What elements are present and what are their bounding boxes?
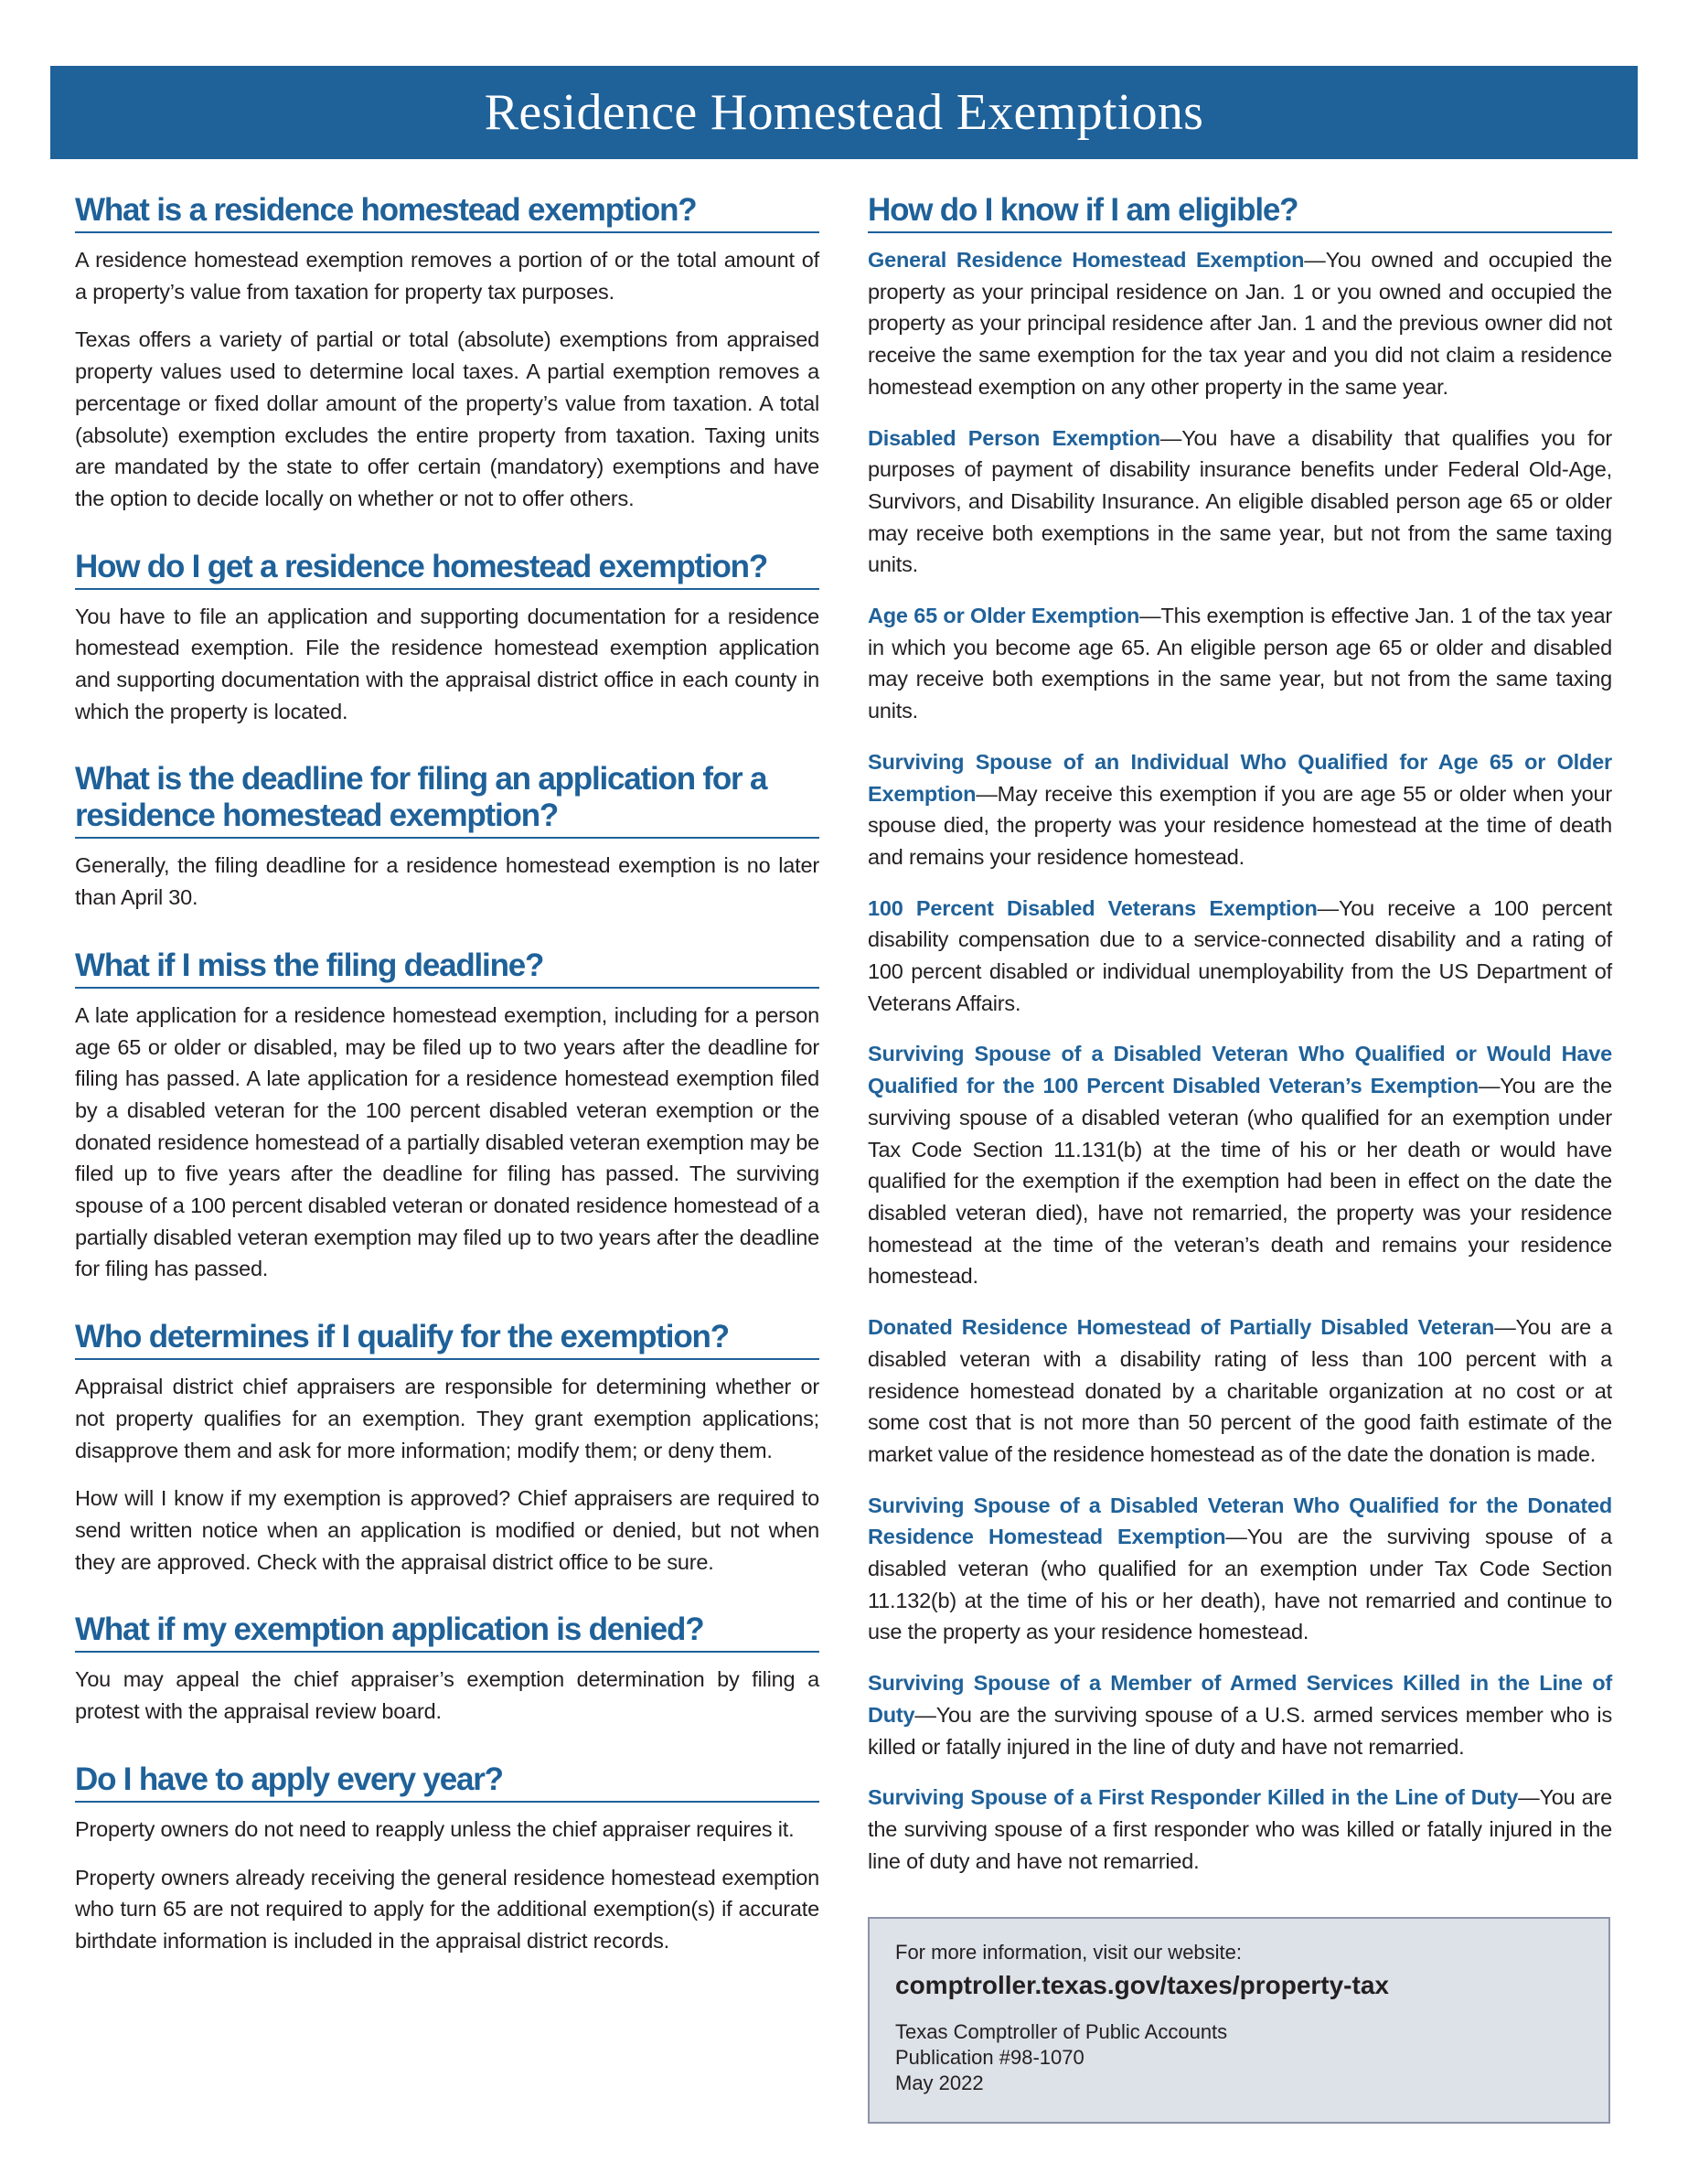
entry-term: Surviving Spouse of an Individual Who Qualified for Age 65 or Older Exemption <box>868 749 1612 806</box>
paragraph: How will I know if my exemption is approved? Chief appraisers are required to send written notice when an application is modified or denied, but not when they are approved. Check with the appraisal district office to be sure. <box>75 1486 819 1574</box>
agency-name: Texas Comptroller of Public Accounts <box>895 2020 1228 2043</box>
page-title: Residence Homestead Exemptions <box>484 84 1204 141</box>
eligibility-entry <box>868 600 1612 727</box>
info-box <box>868 1917 1610 2124</box>
entry-term: Age 65 or Older Exemption <box>868 604 1140 628</box>
publication-number: Publication #98-1070 <box>895 2046 1084 2069</box>
entry-text: —You have a disability that qualifies you for purposes of payment of disability insurance benefits under Federal Old-Age, Survivors, and Disability Insurance. An eligible disabled person age 65 or older may receive both exemptions in the same year, but not from the same taxing units. <box>868 425 1612 577</box>
entry-text: —You are the surviving spouse of a U.S. armed services member who is killed or fatally injured in the line of duty and have not remarried. <box>868 1702 1612 1759</box>
paragraph: Generally, the filing deadline for a residence homestead exemption is no later than April 30. <box>75 853 819 910</box>
section-heading: What is a residence homestead exemption? <box>75 192 819 233</box>
entry-term: Surviving Spouse of a Member of Armed Services Killed in the Line of Duty <box>868 1671 1612 1727</box>
paragraph: You have to file an application and supporting documentation for a residence homestead exemption. File the residence homestead exemption application and supporting documentation with the appraisal district office in each county in which the property is located. <box>75 604 819 723</box>
section-heading: Who determines if I qualify for the exemption? <box>75 1319 819 1360</box>
left-column <box>75 181 819 1991</box>
entry-text: —You receive a 100 percent disability compensation due to a service-connected disability and a rating of 100 percent disabled or individual unemployability from the US Department of Veterans Affairs. <box>868 895 1612 1015</box>
entry-text: —You owned and occupied the property as your principal residence on Jan. 1 or you owned and occupied the property as your principal residence after Jan. 1 and the previous owner did not receive the same exemption for the tax year and you did not claim a residence homestead exemption on any other property in the same year. <box>868 248 1612 399</box>
eligibility-entry <box>868 1667 1612 1762</box>
eligibility-entry <box>868 746 1612 873</box>
info-lead: For more information, visit our website: <box>895 1941 1243 1964</box>
section-what-is <box>75 192 819 515</box>
section-denied <box>75 1611 819 1727</box>
section-heading: How do I get a residence homestead exemption? <box>75 549 819 590</box>
section-deadline <box>75 761 819 913</box>
entry-term: Surviving Spouse of a Disabled Veteran Who Qualified for the Donated Residence Homestead Exemption <box>868 1493 1612 1549</box>
eligibility-entry <box>868 1782 1612 1877</box>
section-apply-every-year <box>75 1761 819 1957</box>
section-eligibility <box>868 192 1612 1877</box>
section-heading: What if my exemption application is denied? <box>75 1611 819 1653</box>
entry-term: Surviving Spouse of a Disabled Veteran Who Qualified or Would Have Qualified for the 100 Percent Disabled Veteran’s Exemption <box>868 1042 1612 1098</box>
website-link[interactable]: comptroller.texas.gov/taxes/property-tax <box>895 1971 1389 1999</box>
entry-term: General Residence Homestead Exemption <box>868 248 1305 272</box>
section-heading: How do I know if I am eligible? <box>868 192 1612 233</box>
entry-text: —This exemption is effective Jan. 1 of the tax year in which you become age 65. An eligible person age 65 or older and disabled may receive both exemptions in the same year, but not from the same taxing units. <box>868 604 1613 723</box>
entry-term: Surviving Spouse of a First Responder Killed in the Line of Duty <box>868 1785 1519 1810</box>
entry-term: 100 Percent Disabled Veterans Exemption <box>868 895 1318 920</box>
entry-text: —You are the surviving spouse of a disabled veteran (who qualified for an exemption under Tax Code Section 11.132(b) at the time of his or her death), have not remarried and continue to use the property as your residence homestead. <box>868 1525 1613 1644</box>
entry-term: Disabled Person Exemption <box>868 425 1160 450</box>
entry-text: —May receive this exemption if you are age 55 or older when your spouse died, the property was your residence homestead at the time of death and remains your residence homestead. <box>868 781 1612 869</box>
section-heading: Do I have to apply every year? <box>75 1761 819 1803</box>
eligibility-entry <box>868 423 1612 582</box>
paragraph: A late application for a residence homestead exemption, including for a person age 65 or older or disabled, may be filed up to two years after the deadline for filing has passed. A late application for a residence homestead exemption filed by a disabled veteran for the 100 percent disabled veteran exemption or the donated residence homestead of a partially disabled veteran exemption may be filed up to five years after the deadline for filing has passed. The surviving spouse of a 100 percent disabled veteran or donated residence homestead of a partially disabled veteran exemption may filed up to two years after the deadline for filing has passed. <box>75 1002 819 1281</box>
eligibility-entry <box>868 1311 1612 1471</box>
title-banner <box>50 66 1638 159</box>
paragraph: Appraisal district chief appraisers are responsible for determining whether or not property qualifies for an exemption. They grant exemption applications; disapprove them and ask for more information; modify them; or deny them. <box>75 1375 819 1462</box>
paragraph: Property owners already receiving the general residence homestead exemption who turn 65 are not required to apply for the additional exemption(s) if accurate birthdate information is included in the appraisal district records. <box>75 1865 819 1953</box>
eligibility-entry <box>868 1490 1612 1649</box>
section-how-to-get <box>75 549 819 728</box>
entry-text: —You are the surviving spouse of a first responder who was killed or fatally injured in the line of duty and have not remarried. <box>868 1785 1612 1873</box>
entry-term: Donated Residence Homestead of Partially Disabled Veteran <box>868 1315 1495 1340</box>
eligibility-entry <box>868 893 1612 1020</box>
section-who-determines <box>75 1319 819 1578</box>
publication-date: May 2022 <box>895 2072 984 2094</box>
entry-text: —You are the surviving spouse of a disabled veteran (who qualified for an exemption under Tax Code Section 11.131(b) at the time of his or her death or would have qualified for the exemption if the exemption had been in effect on the date the disabled veteran died), have not remarried, the property was your residence homestead at the time of the veteran’s death and remains your residence homestead. <box>868 1074 1612 1289</box>
entry-text: —You are a disabled veteran with a disability rating of less than 100 percent with a residence homestead donated by a charitable organization at no cost or at some cost that is not more than 50 percent of the good faith estimate of the market value of the residence homestead as of the date the donation is made. <box>868 1315 1612 1466</box>
paragraph: Property owners do not need to reapply unless the chief appraiser requires it. <box>75 1816 795 1841</box>
paragraph: Texas offers a variety of partial or total (absolute) exemptions from appraised property values used to determine local taxes. A partial exemption removes a percentage or fixed dollar amount of the property’s value from taxation. A total (absolute) exemption excludes the entire property from taxation. Taxing units are mandated by the state to offer certain (mandatory) exemptions and have the option to decide locally on whether or not to offer others. <box>75 327 819 510</box>
section-heading: What if I miss the filing deadline? <box>75 947 819 989</box>
paragraph: A residence homestead exemption removes a portion of or the total amount of a property’s value from taxation for property tax purposes. <box>75 248 819 304</box>
section-missed-deadline <box>75 947 819 1285</box>
paragraph: You may appeal the chief appraiser’s exemption determination by filing a protest with the appraisal review board. <box>75 1667 819 1724</box>
eligibility-entry <box>868 244 1612 403</box>
section-heading: What is the deadline for filing an application for a residence homestead exemption? <box>75 761 819 839</box>
right-column <box>868 181 1612 1911</box>
eligibility-entry <box>868 1038 1612 1292</box>
